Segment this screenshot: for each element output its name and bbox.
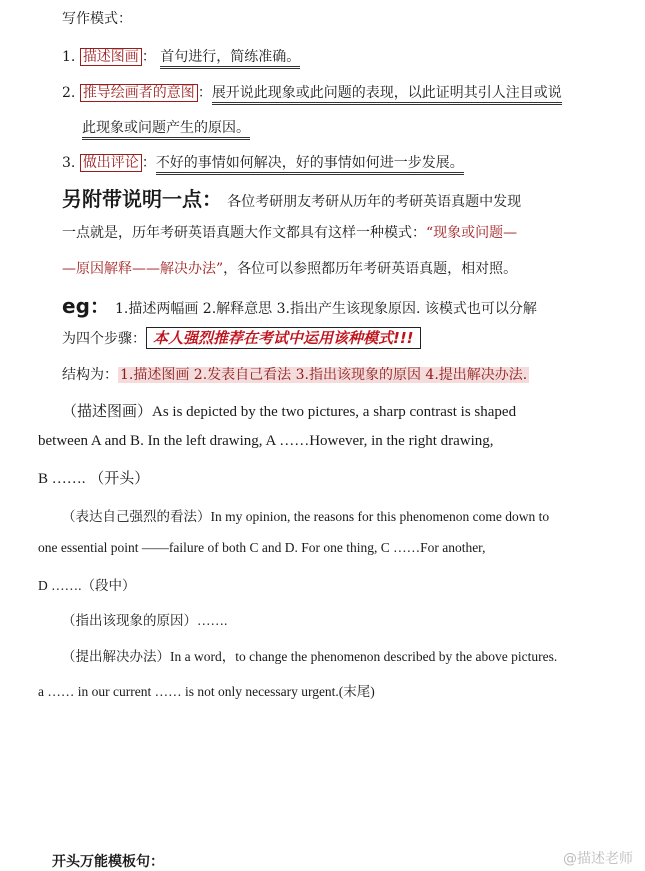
recommendation-stamp: 本人强烈推荐在考试中运用该种模式!!! — [146, 327, 421, 349]
item-label: 做出评论 — [80, 154, 142, 172]
item-label: 描述图画 — [80, 48, 142, 66]
item-text: 展开说此现象或此问题的表现，以此证明其引人注目或说 — [212, 85, 562, 105]
item-number: 3. — [62, 155, 76, 171]
para2-line1: （表达自己强烈的看法）In my opinion, the reasons for this phenomenon come down to — [62, 509, 550, 524]
mode-item-2-cont: 此现象或问题产生的原因。 — [82, 117, 250, 137]
mode-item-1: 1. 描述图画 ： 首句进行，简练准确。 — [62, 46, 300, 66]
para2-line2: one essential point ——failure of both C and D. For one thing, C ……For another, — [38, 540, 486, 555]
eg-label: eg： — [62, 294, 110, 318]
note-line-3: —原因解释——解决办法”，各位可以参照都历年考研英语真题，相对照。 — [62, 261, 518, 277]
note-heading: 另附带说明一点： — [62, 187, 222, 211]
structure-line: 结构为： 1.描述图画 2.发表自己看法 3.指出该现象的原因 4.提出解决办法. — [62, 367, 528, 383]
pattern-quote-cont: —原因解释——解决办法” — [62, 261, 224, 277]
watermark: @描述老师 — [563, 851, 633, 867]
structure-steps: 1.描述图画 2.发表自己看法 3.指出该现象的原因 4.提出解决办法. — [120, 367, 528, 383]
para3-line1: （指出该现象的原因）……. — [62, 613, 228, 628]
para4-line2: a …… in our current …… is not only necessary urgent.(末尾) — [38, 684, 375, 699]
item-number: 2. — [62, 85, 76, 101]
pattern-quote: “现象或问题— — [426, 225, 518, 241]
para1-line2: between A and B. In the left drawing, A ……However, in the right drawing, — [38, 433, 494, 449]
para2-line3: D …….（段中） — [38, 578, 136, 593]
eg-line-2: 为四个步骤： 本人强烈推荐在考试中运用该种模式!!! — [62, 327, 421, 348]
eg-line-1: eg： 1.描述两幅画 2.解释意思 3.指出产生该现象原因. 该模式也可以分解 — [62, 294, 537, 318]
para4-line1: （提出解决办法）In a word，to change the phenomenon described by the above pictures. — [62, 649, 558, 664]
template-heading: 开头万能模板句： — [52, 854, 164, 870]
mode-item-3: 3. 做出评论 ：不好的事情如何解决，好的事情如何进一步发展。 — [62, 152, 464, 172]
note-line-2: 一点就是，历年考研英语真题大作文都具有这样一种模式：“现象或问题— — [62, 225, 518, 241]
mode-title: 写作模式： — [62, 11, 132, 27]
mode-item-2: 2. 推导绘画者的意图 ：展开说此现象或此问题的表现，以此证明其引人注目或说 — [62, 82, 562, 102]
item-number: 1. — [62, 49, 76, 65]
note-line-1: 另附带说明一点： 各位考研朋友考研从历年的考研英语真题中发现 — [62, 187, 522, 211]
para1-line1: （描述图画）As is depicted by the two pictures, a sharp contrast is shaped — [62, 404, 517, 420]
para1-line3: B ……. （开头） — [38, 471, 150, 487]
item-label: 推导绘画者的意图 — [80, 84, 198, 102]
item-text: 不好的事情如何解决，好的事情如何进一步发展。 — [156, 155, 464, 175]
item-text: 首句进行，简练准确。 — [160, 49, 300, 69]
